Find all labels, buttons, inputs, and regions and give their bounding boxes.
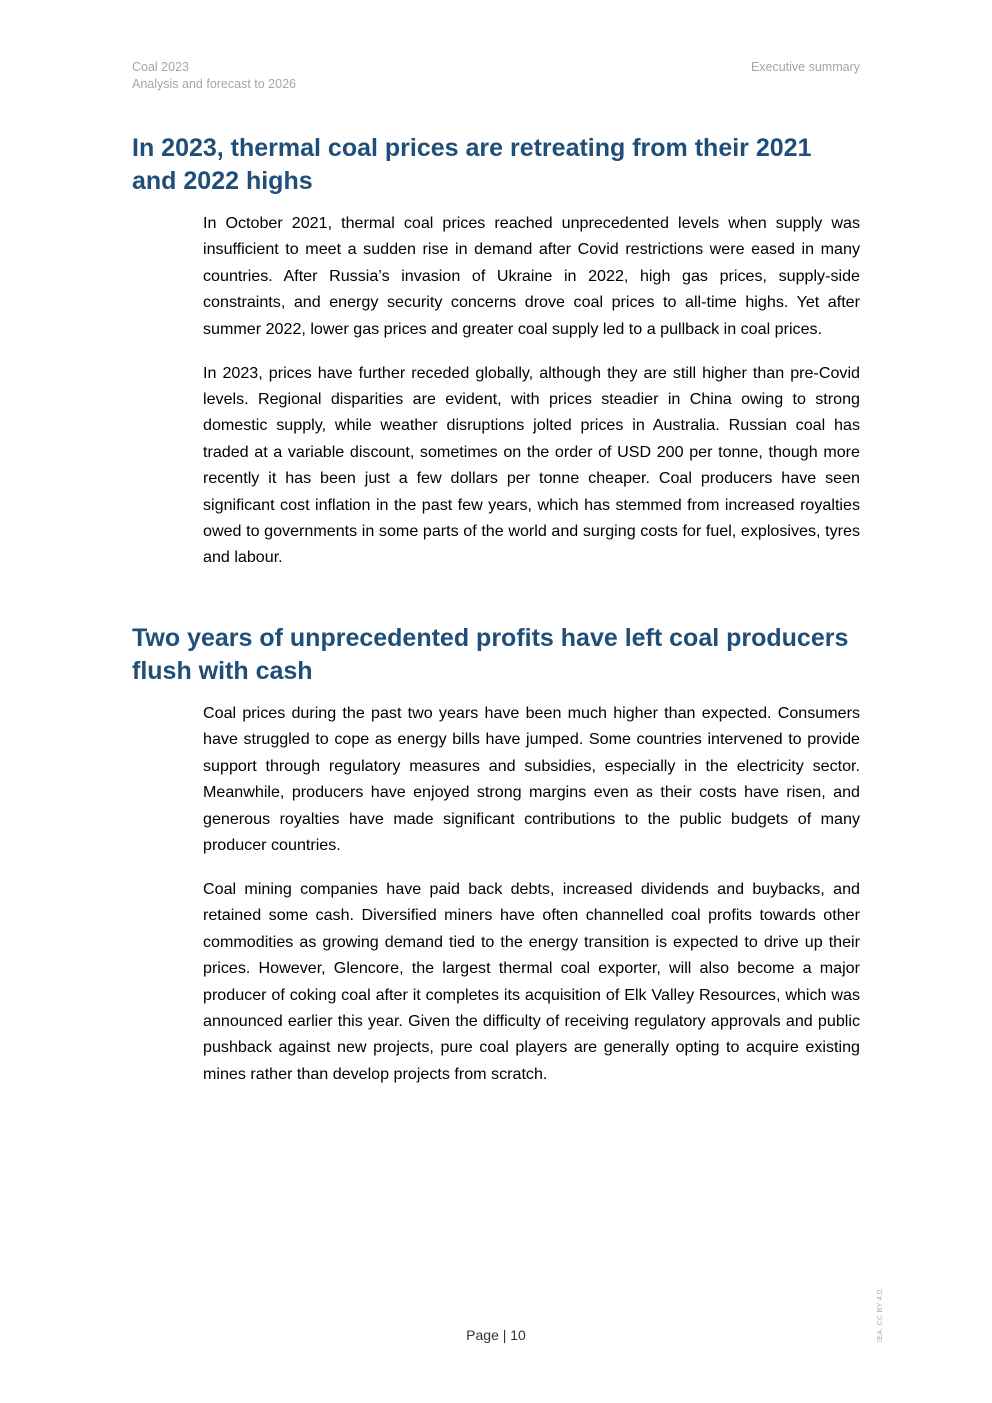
section-body bbox=[203, 210, 860, 571]
report-title: Coal 2023 bbox=[132, 60, 189, 74]
section-body bbox=[203, 700, 860, 1087]
section-heading: In 2023, thermal coal prices are retreating from their 2021 and 2022 highs bbox=[132, 134, 812, 195]
paragraph: Coal mining companies have paid back debts, increased dividends and buybacks, and retained some cash. Diversified miners have often channelled coal profits towards other commodities as growing demand tied to the energy transition is expected to drive up their prices. However, Glencore, the largest thermal coal exporter, will also become a major producer of coking coal after it completes its acquisition of Elk Valley Resources, which was announced earlier this year. Given the difficulty of receiving regulatory approvals and public pushback against new projects, pure coal players are generally opting to acquire existing mines rather than develop projects from scratch. bbox=[203, 879, 860, 1083]
report-subtitle: Analysis and forecast to 2026 bbox=[132, 77, 296, 91]
paragraph: In October 2021, thermal coal prices reached unprecedented levels when supply was insufficient to meet a sudden rise in demand after Covid restrictions were eased in many countries. After Russia’s invasion of Ukraine in 2022, high gas prices, supply-side constraints, and energy security concerns drove coal prices to all-time highs. Yet after summer 2022, lower gas prices and greater coal supply led to a pullback in coal prices. bbox=[203, 214, 860, 338]
license-note: IEA. CC BY 4.0. bbox=[877, 1287, 884, 1342]
running-header-right bbox=[751, 59, 860, 76]
running-header-left bbox=[132, 59, 296, 93]
paragraph: Coal prices during the past two years have been much higher than expected. Consumers have struggled to cope as energy bills have jumped. Some countries intervened to provide support through regulatory measures and subsidies, especially in the electricity sector. Meanwhile, producers have enjoyed strong margins even as their costs have risen, and generous royalties have made significant contributions to the public budgets of many producer countries. bbox=[203, 704, 860, 855]
section-heading: Two years of unprecedented profits have left coal producers flush with cash bbox=[132, 624, 849, 685]
section-producer-profits bbox=[132, 622, 860, 1105]
section-thermal-coal-prices bbox=[132, 132, 860, 588]
paragraph: In 2023, prices have further receded globally, although they are still higher than pre-Covid levels. Regional disparities are evident, with prices steadier in China owing to strong domestic supply, while weather disruptions jolted prices in Australia. Russian coal has traded at a variable discount, sometimes on the order of USD 200 per tonne, though more recently it has been just a few dollars per tonne cheaper. Coal producers have seen significant cost inflation in the past few years, which has stemmed from increased royalties owed to governments in some parts of the world and surging costs for fuel, explosives, tyres and labour. bbox=[203, 363, 860, 567]
page-number: Page | 10 bbox=[466, 1327, 526, 1343]
chapter-title: Executive summary bbox=[750, 60, 860, 74]
